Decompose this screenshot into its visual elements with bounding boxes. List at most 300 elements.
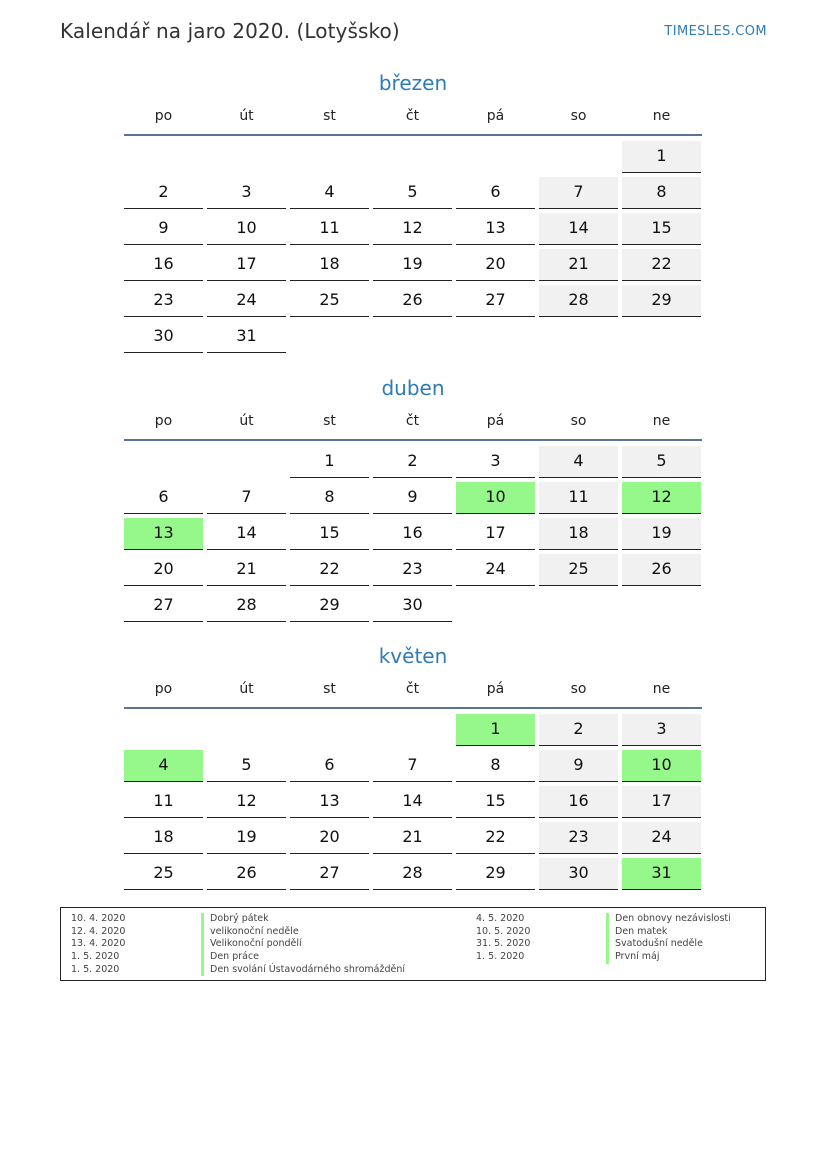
day-cell[interactable] xyxy=(288,285,371,321)
day-cell[interactable] xyxy=(122,590,205,626)
day-cell[interactable] xyxy=(288,554,371,590)
day-number xyxy=(373,714,452,746)
weekday-label: so xyxy=(570,108,587,124)
day-number: 26 xyxy=(622,554,701,586)
day-number: 25 xyxy=(290,285,369,317)
day-cell[interactable] xyxy=(454,249,537,285)
week-row xyxy=(122,446,704,482)
day-cell[interactable] xyxy=(537,177,620,213)
day-cell[interactable] xyxy=(122,786,205,822)
day-number: 16 xyxy=(124,249,203,281)
day-cell[interactable] xyxy=(537,822,620,858)
empty-day-cell xyxy=(371,321,454,357)
day-cell[interactable] xyxy=(288,786,371,822)
day-cell[interactable] xyxy=(620,750,703,786)
day-number: 10 xyxy=(622,750,701,782)
week-row xyxy=(122,518,704,554)
weekday-label: út xyxy=(239,681,254,697)
day-number xyxy=(539,141,618,173)
day-number: 23 xyxy=(539,822,618,854)
day-cell[interactable] xyxy=(537,714,620,750)
weekday-label: so xyxy=(570,413,587,429)
legend-item xyxy=(466,926,731,939)
empty-day-cell xyxy=(454,141,537,177)
day-number: 13 xyxy=(124,518,203,550)
legend-item xyxy=(466,951,731,964)
day-cell[interactable] xyxy=(371,285,454,321)
holiday-name: Den matek xyxy=(606,926,667,939)
day-cell[interactable] xyxy=(371,858,454,894)
weekday-header xyxy=(122,108,704,134)
day-cell[interactable] xyxy=(620,141,703,177)
day-number xyxy=(290,321,369,353)
day-cell[interactable] xyxy=(454,822,537,858)
empty-day-cell xyxy=(288,141,371,177)
day-cell[interactable] xyxy=(454,177,537,213)
holiday-name: Svatodušní neděle xyxy=(606,938,703,951)
legend-item xyxy=(61,951,405,964)
empty-day-cell xyxy=(205,446,288,482)
empty-day-cell xyxy=(620,590,703,626)
day-number: 28 xyxy=(207,590,286,622)
day-number: 16 xyxy=(373,518,452,550)
day-cell[interactable] xyxy=(454,482,537,518)
day-cell[interactable] xyxy=(288,177,371,213)
day-cell[interactable] xyxy=(122,518,205,554)
day-cell[interactable] xyxy=(122,858,205,894)
day-cell[interactable] xyxy=(371,213,454,249)
day-cell[interactable] xyxy=(371,750,454,786)
day-number: 29 xyxy=(290,590,369,622)
empty-day-cell xyxy=(205,141,288,177)
weekday-label: st xyxy=(323,108,336,124)
day-cell[interactable] xyxy=(288,822,371,858)
holiday-name: velikonoční neděle xyxy=(201,926,299,939)
weekday-header xyxy=(122,681,704,707)
day-cell[interactable] xyxy=(454,554,537,590)
day-number: 29 xyxy=(622,285,701,317)
day-number: 31 xyxy=(622,858,701,890)
day-cell[interactable] xyxy=(122,750,205,786)
day-number: 31 xyxy=(207,321,286,353)
day-number: 9 xyxy=(539,750,618,782)
day-number: 24 xyxy=(456,554,535,586)
day-grid xyxy=(122,714,704,894)
holiday-name: První máj xyxy=(606,951,660,964)
empty-day-cell xyxy=(371,141,454,177)
week-row xyxy=(122,321,704,357)
day-number: 4 xyxy=(539,446,618,478)
day-number xyxy=(124,141,203,173)
day-number xyxy=(290,141,369,173)
day-cell[interactable] xyxy=(371,518,454,554)
day-number: 3 xyxy=(456,446,535,478)
week-row xyxy=(122,249,704,285)
month-name: březen xyxy=(378,71,448,95)
weekday-label: út xyxy=(239,413,254,429)
day-number: 3 xyxy=(622,714,701,746)
weekday-label: po xyxy=(154,681,173,697)
day-number: 29 xyxy=(456,858,535,890)
day-cell[interactable] xyxy=(537,213,620,249)
day-cell[interactable] xyxy=(205,321,288,357)
day-grid xyxy=(122,141,704,357)
day-number: 24 xyxy=(622,822,701,854)
day-number: 1 xyxy=(290,446,369,478)
weekday-label: po xyxy=(154,108,173,124)
day-cell[interactable] xyxy=(454,750,537,786)
month-calendar-may xyxy=(122,641,704,894)
week-row xyxy=(122,590,704,626)
day-cell[interactable] xyxy=(620,213,703,249)
day-number: 25 xyxy=(539,554,618,586)
empty-day-cell xyxy=(122,446,205,482)
day-number: 12 xyxy=(207,786,286,818)
day-cell[interactable] xyxy=(205,249,288,285)
day-cell[interactable] xyxy=(288,750,371,786)
day-number xyxy=(373,141,452,173)
day-number: 20 xyxy=(290,822,369,854)
day-number: 11 xyxy=(539,482,618,514)
week-row xyxy=(122,285,704,321)
legend-item xyxy=(466,938,731,951)
day-number: 6 xyxy=(124,482,203,514)
holiday-legend xyxy=(60,907,766,981)
day-cell[interactable] xyxy=(288,482,371,518)
weekday-label: ne xyxy=(652,413,671,429)
day-cell[interactable] xyxy=(537,554,620,590)
legend-item xyxy=(61,938,405,951)
empty-day-cell xyxy=(288,321,371,357)
day-number: 14 xyxy=(207,518,286,550)
day-number: 19 xyxy=(622,518,701,550)
holiday-date: 13. 4. 2020 xyxy=(71,938,126,950)
day-number: 18 xyxy=(539,518,618,550)
day-number: 22 xyxy=(456,822,535,854)
empty-day-cell xyxy=(537,590,620,626)
day-cell[interactable] xyxy=(122,321,205,357)
day-cell[interactable] xyxy=(122,822,205,858)
day-number xyxy=(124,714,203,746)
day-number: 30 xyxy=(373,590,452,622)
day-number: 21 xyxy=(539,249,618,281)
holiday-date: 12. 4. 2020 xyxy=(71,925,126,937)
day-number: 26 xyxy=(373,285,452,317)
weekday-label: so xyxy=(570,681,587,697)
day-number xyxy=(207,714,286,746)
day-number: 13 xyxy=(456,213,535,245)
day-cell[interactable] xyxy=(454,285,537,321)
day-number: 27 xyxy=(456,285,535,317)
day-number: 15 xyxy=(622,213,701,245)
day-number xyxy=(456,590,535,622)
empty-day-cell xyxy=(454,590,537,626)
day-number: 15 xyxy=(290,518,369,550)
day-cell[interactable] xyxy=(205,177,288,213)
weekday-label: st xyxy=(323,681,336,697)
day-number xyxy=(373,321,452,353)
day-number: 1 xyxy=(622,141,701,173)
weekday-label: čt xyxy=(405,681,420,697)
day-number: 14 xyxy=(373,786,452,818)
day-cell[interactable] xyxy=(205,786,288,822)
day-number: 30 xyxy=(124,321,203,353)
weekday-label: po xyxy=(154,413,173,429)
day-cell[interactable] xyxy=(620,858,703,894)
legend-column-left xyxy=(61,913,405,976)
day-cell[interactable] xyxy=(537,249,620,285)
day-cell[interactable] xyxy=(620,285,703,321)
day-number: 19 xyxy=(373,249,452,281)
day-number: 12 xyxy=(373,213,452,245)
day-number: 23 xyxy=(124,285,203,317)
empty-day-cell xyxy=(122,714,205,750)
day-cell[interactable] xyxy=(288,213,371,249)
day-cell[interactable] xyxy=(371,590,454,626)
day-number: 8 xyxy=(456,750,535,782)
day-cell[interactable] xyxy=(371,482,454,518)
month-calendar-april xyxy=(122,373,704,626)
day-number xyxy=(207,141,286,173)
day-number: 4 xyxy=(124,750,203,782)
day-cell[interactable] xyxy=(620,177,703,213)
holiday-date: 10. 5. 2020 xyxy=(476,925,531,937)
day-cell[interactable] xyxy=(205,213,288,249)
day-number: 5 xyxy=(622,446,701,478)
holiday-name: Velikonoční pondělí xyxy=(201,938,302,951)
day-number xyxy=(622,321,701,353)
day-number xyxy=(124,446,203,478)
day-cell[interactable] xyxy=(620,249,703,285)
day-cell[interactable] xyxy=(122,177,205,213)
day-number: 19 xyxy=(207,822,286,854)
day-cell[interactable] xyxy=(371,249,454,285)
legend-column-right xyxy=(466,913,731,964)
legend-item xyxy=(466,913,731,926)
day-cell[interactable] xyxy=(205,554,288,590)
day-number: 2 xyxy=(373,446,452,478)
day-cell[interactable] xyxy=(454,213,537,249)
month-calendar-march xyxy=(122,68,704,357)
day-cell[interactable] xyxy=(371,822,454,858)
day-number: 1 xyxy=(456,714,535,746)
day-number: 3 xyxy=(207,177,286,209)
week-row xyxy=(122,177,704,213)
day-cell[interactable] xyxy=(122,285,205,321)
weekday-label: pá xyxy=(486,413,505,429)
week-row xyxy=(122,822,704,858)
day-number xyxy=(539,321,618,353)
day-number: 2 xyxy=(124,177,203,209)
day-cell[interactable] xyxy=(288,446,371,482)
day-number: 13 xyxy=(290,786,369,818)
day-number: 7 xyxy=(207,482,286,514)
day-number: 26 xyxy=(207,858,286,890)
day-number xyxy=(207,446,286,478)
day-cell[interactable] xyxy=(371,446,454,482)
day-number: 22 xyxy=(290,554,369,586)
day-cell[interactable] xyxy=(288,518,371,554)
legend-item xyxy=(61,913,405,926)
empty-day-cell xyxy=(537,321,620,357)
day-cell[interactable] xyxy=(371,177,454,213)
day-cell[interactable] xyxy=(620,554,703,590)
empty-day-cell xyxy=(537,141,620,177)
day-number: 27 xyxy=(290,858,369,890)
empty-day-cell xyxy=(288,714,371,750)
day-cell[interactable] xyxy=(205,482,288,518)
holiday-date: 4. 5. 2020 xyxy=(476,913,525,924)
day-cell[interactable] xyxy=(205,750,288,786)
day-number: 28 xyxy=(539,285,618,317)
day-cell[interactable] xyxy=(205,518,288,554)
week-row xyxy=(122,786,704,822)
header-divider xyxy=(124,707,702,709)
empty-day-cell xyxy=(620,321,703,357)
holiday-date: 1. 5. 2020 xyxy=(71,951,120,963)
day-cell[interactable] xyxy=(371,786,454,822)
day-cell[interactable] xyxy=(537,858,620,894)
day-number: 6 xyxy=(456,177,535,209)
day-number: 11 xyxy=(124,786,203,818)
day-cell[interactable] xyxy=(537,482,620,518)
day-cell[interactable] xyxy=(122,554,205,590)
week-row xyxy=(122,482,704,518)
weekday-header xyxy=(122,413,704,439)
weekday-label: ne xyxy=(652,108,671,124)
day-cell[interactable] xyxy=(122,249,205,285)
day-number: 18 xyxy=(124,822,203,854)
day-number: 21 xyxy=(373,822,452,854)
day-cell[interactable] xyxy=(371,554,454,590)
day-cell[interactable] xyxy=(122,213,205,249)
holiday-date: 1. 5. 2020 xyxy=(476,951,525,963)
day-number: 9 xyxy=(124,213,203,245)
day-number: 7 xyxy=(373,750,452,782)
day-cell[interactable] xyxy=(122,482,205,518)
weekday-label: pá xyxy=(486,108,505,124)
day-number: 22 xyxy=(622,249,701,281)
day-number: 7 xyxy=(539,177,618,209)
brand-link[interactable]: TIMESLES.COM xyxy=(664,24,767,39)
weekday-label: čt xyxy=(405,108,420,124)
day-number: 30 xyxy=(539,858,618,890)
day-cell[interactable] xyxy=(205,858,288,894)
page-title: Kalendář na jaro 2020. (Lotyšsko) xyxy=(60,19,400,43)
day-number: 12 xyxy=(622,482,701,514)
day-number: 14 xyxy=(539,213,618,245)
day-cell[interactable] xyxy=(620,786,703,822)
day-number: 20 xyxy=(456,249,535,281)
day-cell[interactable] xyxy=(288,590,371,626)
day-cell[interactable] xyxy=(537,786,620,822)
day-cell[interactable] xyxy=(205,590,288,626)
empty-day-cell xyxy=(122,141,205,177)
day-number: 25 xyxy=(124,858,203,890)
day-cell[interactable] xyxy=(537,518,620,554)
day-cell[interactable] xyxy=(620,822,703,858)
day-number: 8 xyxy=(622,177,701,209)
day-number xyxy=(456,321,535,353)
holiday-date: 1. 5. 2020 xyxy=(71,963,120,975)
month-name: květen xyxy=(378,644,448,668)
holiday-name: Den obnovy nezávislosti xyxy=(606,913,731,926)
day-cell[interactable] xyxy=(454,858,537,894)
weekday-label: čt xyxy=(405,413,420,429)
empty-day-cell xyxy=(371,714,454,750)
day-number: 9 xyxy=(373,482,452,514)
holiday-name: Dobrý pátek xyxy=(201,913,269,926)
day-number: 5 xyxy=(207,750,286,782)
holiday-name: Den svolání Ústavodárného shromáždění xyxy=(201,964,405,977)
day-number: 15 xyxy=(456,786,535,818)
day-number: 27 xyxy=(124,590,203,622)
empty-day-cell xyxy=(205,714,288,750)
legend-item xyxy=(61,926,405,939)
legend-item xyxy=(61,964,405,977)
day-cell[interactable] xyxy=(205,285,288,321)
day-number: 17 xyxy=(622,786,701,818)
day-grid xyxy=(122,446,704,626)
week-row xyxy=(122,141,704,177)
weekday-label: ne xyxy=(652,681,671,697)
day-number xyxy=(622,590,701,622)
day-number: 5 xyxy=(373,177,452,209)
week-row xyxy=(122,213,704,249)
day-number: 10 xyxy=(207,213,286,245)
day-cell[interactable] xyxy=(537,446,620,482)
day-cell[interactable] xyxy=(537,750,620,786)
day-number: 4 xyxy=(290,177,369,209)
day-cell[interactable] xyxy=(454,446,537,482)
day-cell[interactable] xyxy=(288,858,371,894)
day-number: 8 xyxy=(290,482,369,514)
holiday-date: 31. 5. 2020 xyxy=(476,938,531,950)
day-cell[interactable] xyxy=(620,482,703,518)
day-cell[interactable] xyxy=(620,714,703,750)
weekday-label: út xyxy=(239,108,254,124)
day-cell[interactable] xyxy=(288,249,371,285)
day-cell[interactable] xyxy=(454,786,537,822)
day-number xyxy=(290,714,369,746)
day-number: 17 xyxy=(456,518,535,550)
header-divider xyxy=(124,439,702,441)
day-number: 24 xyxy=(207,285,286,317)
weekday-label: st xyxy=(323,413,336,429)
day-cell[interactable] xyxy=(454,518,537,554)
holiday-date: 10. 4. 2020 xyxy=(71,913,126,924)
week-row xyxy=(122,858,704,894)
week-row xyxy=(122,714,704,750)
day-cell[interactable] xyxy=(620,446,703,482)
month-name: duben xyxy=(381,376,445,400)
day-cell[interactable] xyxy=(537,285,620,321)
weekday-label: pá xyxy=(486,681,505,697)
day-cell[interactable] xyxy=(620,518,703,554)
week-row xyxy=(122,554,704,590)
day-number: 2 xyxy=(539,714,618,746)
day-number: 23 xyxy=(373,554,452,586)
week-row xyxy=(122,750,704,786)
day-number xyxy=(539,590,618,622)
day-number: 6 xyxy=(290,750,369,782)
day-number: 16 xyxy=(539,786,618,818)
day-number: 11 xyxy=(290,213,369,245)
day-cell[interactable] xyxy=(454,714,537,750)
day-number: 18 xyxy=(290,249,369,281)
day-cell[interactable] xyxy=(205,822,288,858)
empty-day-cell xyxy=(454,321,537,357)
